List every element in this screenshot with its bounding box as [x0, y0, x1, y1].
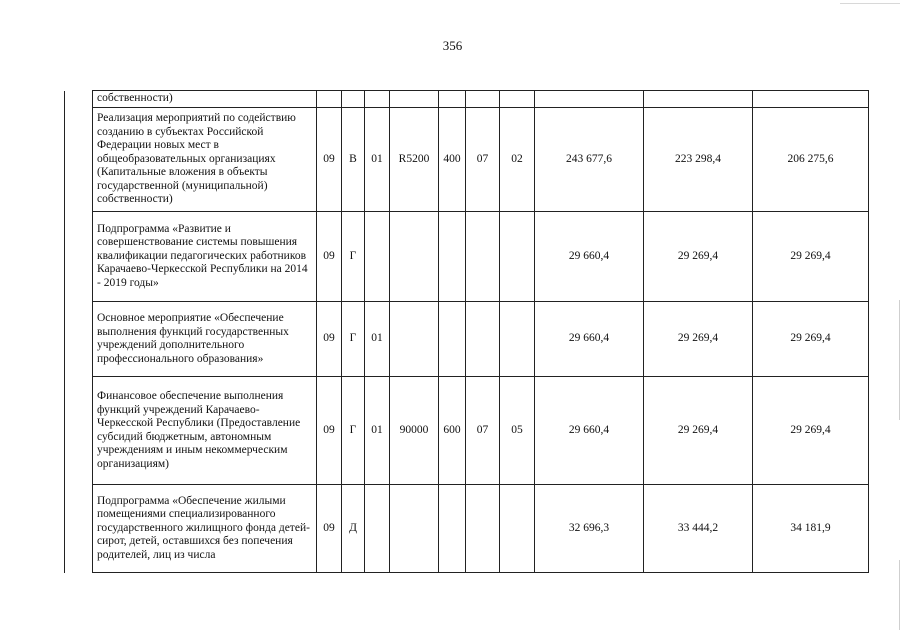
blank-cell — [65, 485, 93, 573]
amount-cell — [535, 91, 644, 108]
scan-edge-mark — [899, 560, 900, 630]
program-name: собственности) — [93, 91, 317, 108]
code-cell — [390, 302, 439, 377]
code-cell: 09 — [317, 212, 342, 302]
amount-cell: 206 275,6 — [753, 108, 869, 212]
code-cell: 09 — [317, 108, 342, 212]
code-cell — [365, 485, 390, 573]
amount-cell: 29 269,4 — [753, 377, 869, 485]
code-cell: Д — [342, 485, 365, 573]
amount-cell: 29 660,4 — [535, 377, 644, 485]
code-cell — [466, 302, 500, 377]
code-cell — [500, 485, 535, 573]
code-cell: 09 — [317, 302, 342, 377]
table-row — [65, 212, 869, 302]
code-cell: Г — [342, 302, 365, 377]
table-row — [65, 485, 869, 573]
code-cell: 400 — [439, 108, 466, 212]
code-cell: 90000 — [390, 377, 439, 485]
page-number: 356 — [442, 38, 463, 53]
budget-table — [64, 90, 869, 573]
table-row — [65, 377, 869, 485]
program-name: Финансовое обеспечение выполнения функций учреждений Карачаево-Черкесской Республики (Предоставление субсидий бюджетным, автономным учреждениям и иным некоммерческим организациям) — [93, 377, 317, 485]
code-cell — [365, 91, 390, 108]
code-cell — [390, 485, 439, 573]
program-name: Реализация мероприятий по содействию созданию в субъектах Российской Федерации новых мест в общеобразовательных организациях (Капитальные вложения в объекты государственной (муниципальной) собственности) — [93, 108, 317, 212]
code-cell: 07 — [466, 108, 500, 212]
blank-cell — [65, 302, 93, 377]
program-name: Подпрограмма «Развитие и совершенствование системы повышения квалификации педагогических работников Карачаево-Черкесской Республики на 2014 - 2019 годы» — [93, 212, 317, 302]
table-row — [65, 108, 869, 212]
code-cell: 01 — [365, 302, 390, 377]
amount-cell: 29 269,4 — [753, 302, 869, 377]
code-cell — [390, 212, 439, 302]
code-cell — [342, 91, 365, 108]
code-cell: 01 — [365, 377, 390, 485]
code-cell — [466, 91, 500, 108]
code-cell: 09 — [317, 485, 342, 573]
code-cell: Г — [342, 377, 365, 485]
code-cell: Г — [342, 212, 365, 302]
code-cell: В — [342, 108, 365, 212]
amount-cell: 243 677,6 — [535, 108, 644, 212]
code-cell — [439, 302, 466, 377]
blank-cell — [65, 91, 93, 108]
amount-cell — [753, 91, 869, 108]
amount-cell: 33 444,2 — [644, 485, 753, 573]
blank-cell — [65, 108, 93, 212]
code-cell: 05 — [500, 377, 535, 485]
amount-cell: 29 660,4 — [535, 212, 644, 302]
blank-cell — [65, 377, 93, 485]
code-cell — [365, 212, 390, 302]
code-cell — [466, 212, 500, 302]
code-cell — [439, 212, 466, 302]
amount-cell: 29 269,4 — [753, 212, 869, 302]
table-row — [65, 91, 869, 108]
code-cell: 07 — [466, 377, 500, 485]
amount-cell: 34 181,9 — [753, 485, 869, 573]
code-cell — [439, 485, 466, 573]
table-row — [65, 302, 869, 377]
amount-cell — [644, 91, 753, 108]
code-cell: 09 — [317, 377, 342, 485]
code-cell: 01 — [365, 108, 390, 212]
amount-cell: 29 269,4 — [644, 377, 753, 485]
amount-cell: 32 696,3 — [535, 485, 644, 573]
code-cell — [500, 212, 535, 302]
scan-edge-mark — [899, 300, 900, 420]
amount-cell: 29 269,4 — [644, 302, 753, 377]
amount-cell: 29 269,4 — [644, 212, 753, 302]
code-cell: 600 — [439, 377, 466, 485]
code-cell — [390, 91, 439, 108]
program-name: Основное мероприятие «Обеспечение выполнения функций государственных учреждений дополнительного профессионального образования» — [93, 302, 317, 377]
code-cell — [500, 302, 535, 377]
program-name: Подпрограмма «Обеспечение жилыми помещениями специализированного государственного жилищного фонда детей-сирот, детей, оставшихся без попечения родителей, лиц из числа — [93, 485, 317, 573]
code-cell: R5200 — [390, 108, 439, 212]
scan-edge-mark — [840, 3, 900, 4]
code-cell — [317, 91, 342, 108]
amount-cell: 223 298,4 — [644, 108, 753, 212]
blank-cell — [65, 212, 93, 302]
code-cell — [439, 91, 466, 108]
code-cell: 02 — [500, 108, 535, 212]
code-cell — [466, 485, 500, 573]
amount-cell: 29 660,4 — [535, 302, 644, 377]
code-cell — [500, 91, 535, 108]
